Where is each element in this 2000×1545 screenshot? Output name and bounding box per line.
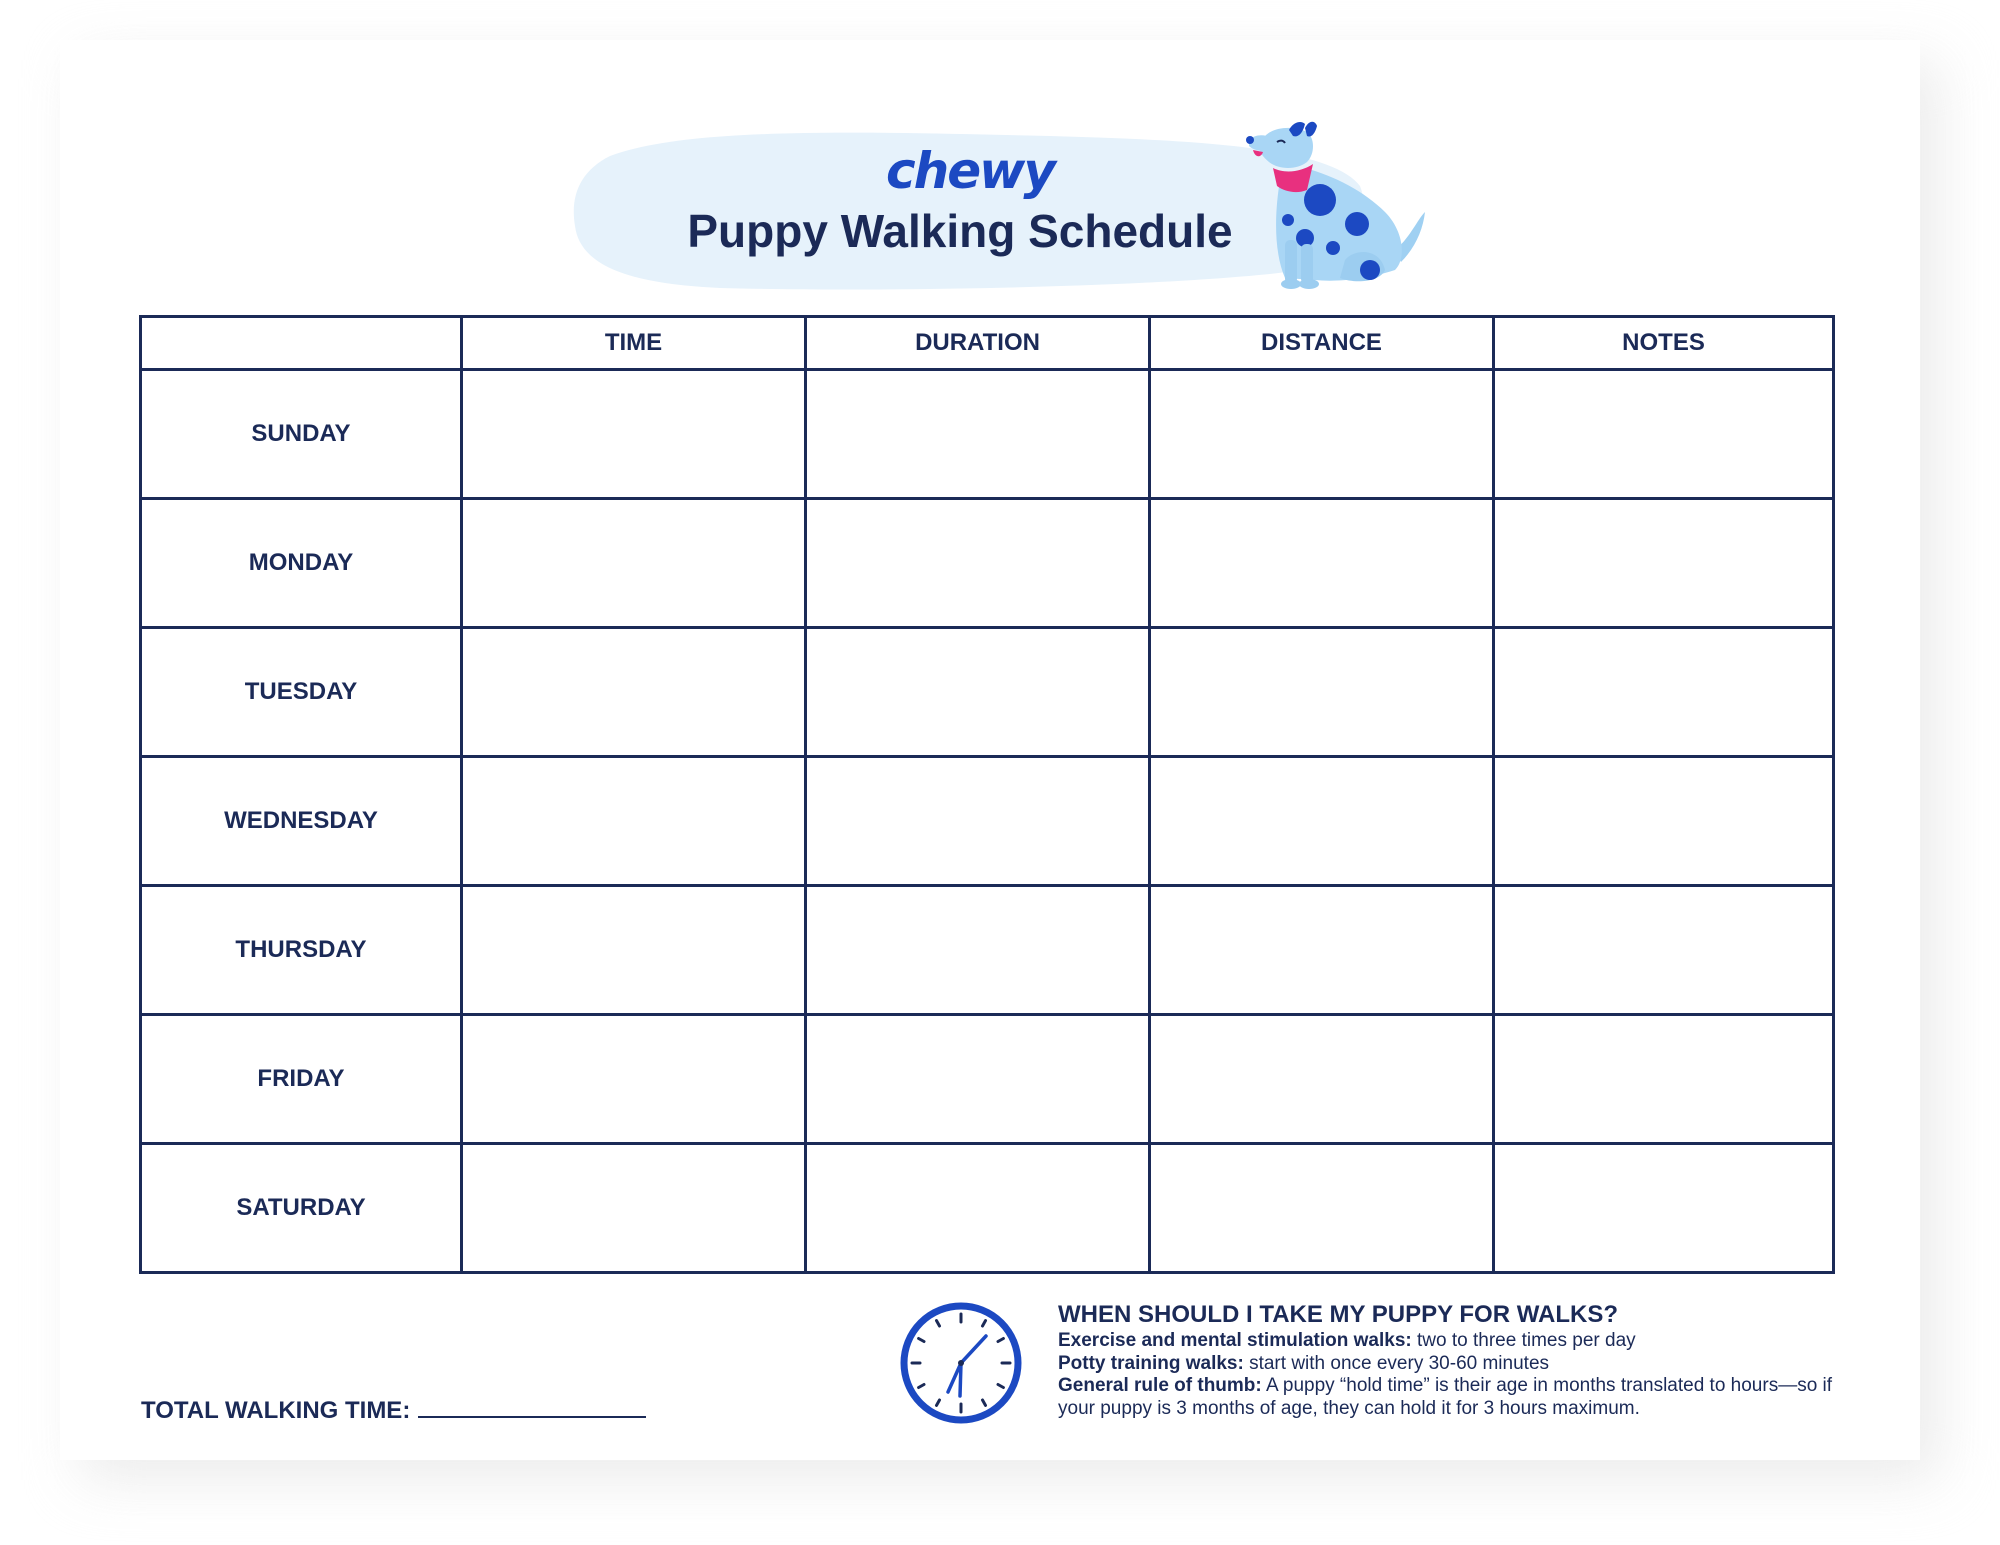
distance-cell[interactable] (1150, 499, 1494, 628)
tip-label: Exercise and mental stimulation walks: (1058, 1330, 1412, 1351)
day-label: SUNDAY (141, 370, 462, 499)
duration-cell[interactable] (806, 499, 1150, 628)
notes-cell[interactable] (1494, 886, 1834, 1015)
notes-cell[interactable] (1494, 499, 1834, 628)
notes-cell[interactable] (1494, 370, 1834, 499)
column-header-time: TIME (462, 317, 806, 370)
day-label: MONDAY (141, 499, 462, 628)
chewy-logo: chewy (886, 142, 1054, 200)
day-label: FRIDAY (141, 1015, 462, 1144)
table-row (141, 757, 1834, 886)
page-title: Puppy Walking Schedule (687, 205, 1233, 257)
distance-cell[interactable] (1150, 628, 1494, 757)
total-walking-time-blank[interactable] (418, 1392, 646, 1418)
tip-exercise (1058, 1330, 1838, 1353)
duration-cell[interactable] (806, 1144, 1150, 1273)
walk-frequency-tips (1058, 1300, 1838, 1430)
notes-cell[interactable] (1494, 1144, 1834, 1273)
walking-schedule-table (139, 315, 1835, 1274)
notes-cell[interactable] (1494, 1015, 1834, 1144)
table-header-row (141, 317, 1834, 370)
table-row (141, 1015, 1834, 1144)
puppy-illustration-icon (1245, 120, 1440, 290)
time-cell[interactable] (462, 1144, 806, 1273)
duration-cell[interactable] (806, 1015, 1150, 1144)
day-label: TUESDAY (141, 628, 462, 757)
tip-label: General rule of thumb: (1058, 1375, 1262, 1396)
table-row (141, 886, 1834, 1015)
time-cell[interactable] (462, 886, 806, 1015)
table-row (141, 1144, 1834, 1273)
clock-icon (898, 1300, 1024, 1426)
column-header-notes: NOTES (1494, 317, 1834, 370)
tip-rule-of-thumb (1058, 1375, 1838, 1420)
tip-label: Potty training walks: (1058, 1352, 1244, 1374)
time-cell[interactable] (462, 1015, 806, 1144)
tip-text: two to three times per day (1411, 1330, 1636, 1351)
distance-cell[interactable] (1150, 886, 1494, 1015)
duration-cell[interactable] (806, 628, 1150, 757)
table-row (141, 628, 1834, 757)
day-label: THURSDAY (141, 886, 462, 1015)
distance-cell[interactable] (1150, 370, 1494, 499)
duration-cell[interactable] (806, 757, 1150, 886)
tip-text: start with once every 30-60 minutes (1243, 1352, 1550, 1374)
day-label: WEDNESDAY (141, 757, 462, 886)
column-header-duration: DURATION (806, 317, 1150, 370)
time-cell[interactable] (462, 628, 806, 757)
duration-cell[interactable] (806, 886, 1150, 1015)
time-cell[interactable] (462, 757, 806, 886)
duration-cell[interactable] (806, 370, 1150, 499)
day-label: SATURDAY (141, 1144, 462, 1273)
notes-cell[interactable] (1494, 628, 1834, 757)
distance-cell[interactable] (1150, 1015, 1494, 1144)
time-cell[interactable] (462, 370, 806, 499)
total-walking-time-label: TOTAL WALKING TIME: (141, 1397, 411, 1424)
total-walking-time (141, 1392, 701, 1426)
tips-heading: WHEN SHOULD I TAKE MY PUPPY FOR WALKS? (1058, 1301, 1619, 1328)
header-corner-cell (141, 317, 462, 370)
notes-cell[interactable] (1494, 757, 1834, 886)
tip-text: A puppy “hold time” is their age in months translated to hours—so if your puppy is 3 months of age, they can hold it for 3 hours maximum. (1058, 1375, 1833, 1419)
distance-cell[interactable] (1150, 757, 1494, 886)
distance-cell[interactable] (1150, 1144, 1494, 1273)
table-row (141, 370, 1834, 499)
tip-potty-training (1058, 1353, 1838, 1376)
time-cell[interactable] (462, 499, 806, 628)
column-header-distance: DISTANCE (1150, 317, 1494, 370)
table-row (141, 499, 1834, 628)
